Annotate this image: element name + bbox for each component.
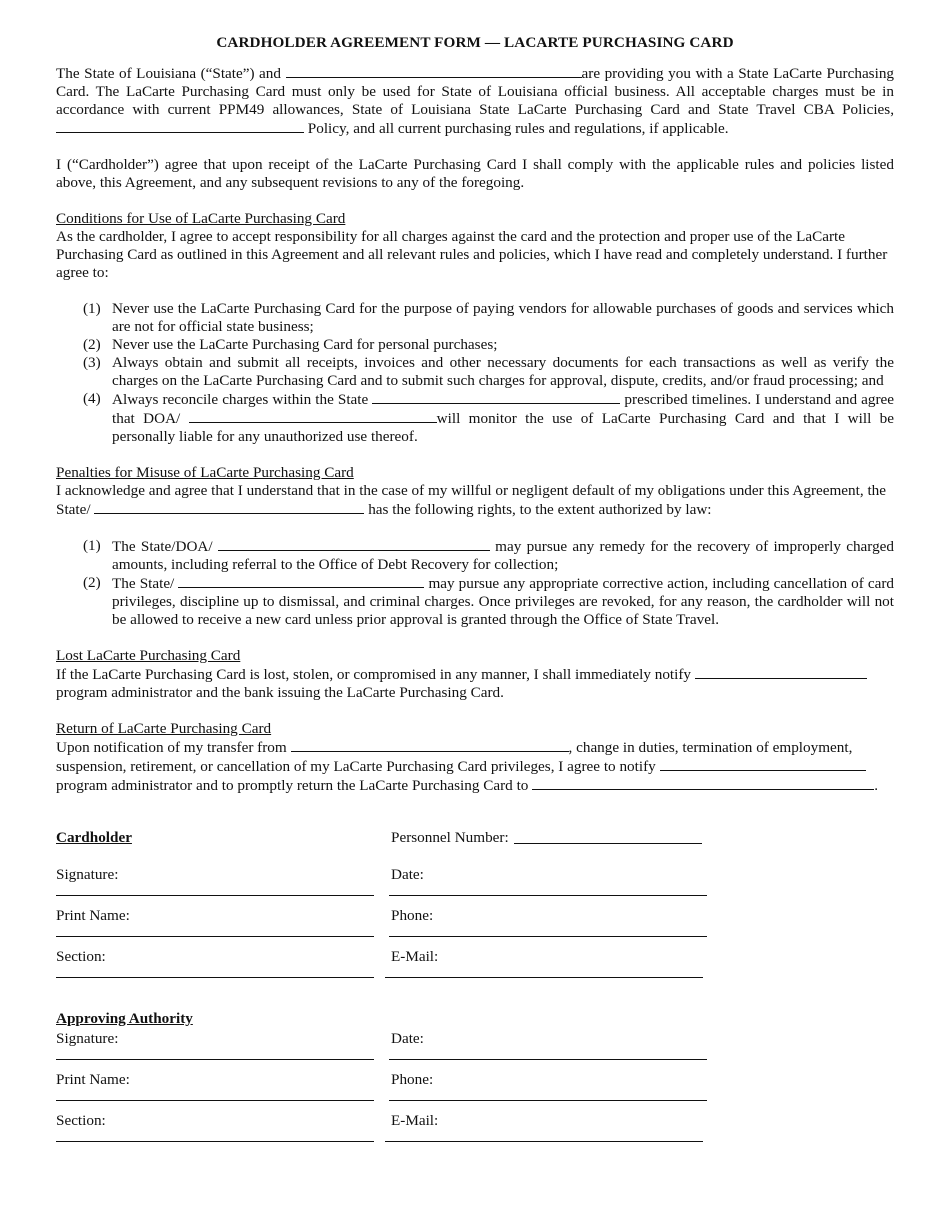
list-item: [56, 336, 894, 354]
agency-notify-blank[interactable]: [660, 757, 866, 771]
lost-card-heading: Lost LaCarte Purchasing Card: [56, 647, 241, 664]
cardholder-print-name-label: Print Name:: [56, 907, 130, 924]
approver-print-name-field[interactable]: [56, 1100, 374, 1101]
list-item: [56, 354, 894, 390]
cardholder-date-field[interactable]: [389, 895, 707, 896]
penalties-list: [56, 537, 894, 629]
lost-card-text: If the LaCarte Purchasing Card is lost, stolen, or compromised in any manner, I shall immediately notify: [56, 666, 692, 683]
form-title: CARDHOLDER AGREEMENT FORM — LACARTE PURCHASING CARD: [216, 34, 734, 51]
transfer-agency-blank[interactable]: [291, 738, 569, 752]
cardholder-heading: Cardholder: [56, 829, 132, 846]
return-card-text: Upon notification of my transfer from: [56, 739, 287, 756]
list-item-text: The State/DOA/: [112, 538, 213, 555]
doa-agency-blank[interactable]: [218, 537, 490, 551]
cardholder-section-label: Section:: [56, 948, 106, 965]
return-card-text: .: [874, 777, 878, 794]
lost-card-section: [56, 647, 894, 702]
cardholder-signature-label: Signature:: [56, 866, 119, 883]
conditions-heading: Conditions for Use of LaCarte Purchasing Card: [56, 210, 346, 227]
approver-phone-field[interactable]: [389, 1100, 707, 1101]
return-card-body: [56, 738, 894, 795]
approver-section-label: Section:: [56, 1112, 106, 1129]
approver-signature-field[interactable]: [56, 1059, 374, 1060]
approver-email-label: E-Mail:: [391, 1112, 439, 1129]
approving-authority-heading: Approving Authority: [56, 1010, 193, 1027]
list-item-number: (4): [83, 390, 101, 407]
return-to-blank[interactable]: [532, 776, 874, 790]
cardholder-section-field[interactable]: [56, 977, 374, 978]
return-card-section: [56, 720, 894, 795]
list-item-number: (1): [83, 537, 101, 554]
list-item-number: (2): [83, 336, 101, 353]
return-card-text: , change in duties, termination of employment, suspension, retirement, or cancellation of my LaCarte Purchasing Card privileges, I agree to notify: [56, 739, 853, 775]
agency-name-blank[interactable]: [286, 64, 582, 78]
list-item: [56, 537, 894, 574]
list-item: [56, 300, 894, 336]
list-item-text: Never use the LaCarte Purchasing Card for personal purchases;: [112, 336, 498, 353]
penalties-body: [56, 482, 894, 519]
list-item-text: will monitor the use of LaCarte Purchasing Card and that I will be personally liable for any unauthorized use thereof.: [112, 410, 895, 445]
intro-paragraph: [56, 64, 894, 138]
cardholder-email-label: E-Mail:: [391, 948, 439, 965]
conditions-list: [56, 300, 894, 446]
approver-email-field[interactable]: [385, 1141, 703, 1142]
approver-signature-label: Signature:: [56, 1030, 119, 1047]
state-agency-blank[interactable]: [94, 500, 364, 514]
lost-card-text: program administrator and the bank issuing the LaCarte Purchasing Card.: [56, 684, 504, 701]
list-item-text: The State/: [112, 575, 175, 592]
signature-area: [56, 829, 894, 1219]
state-agency-blank[interactable]: [372, 390, 620, 404]
intro-text-1: The State of Louisiana (“State”) and: [56, 65, 281, 82]
approver-section-field[interactable]: [56, 1141, 374, 1142]
penalties-heading: Penalties for Misuse of LaCarte Purchasing Card: [56, 464, 354, 481]
agency-policy-blank[interactable]: [56, 119, 304, 133]
cardholder-phone-field[interactable]: [389, 936, 707, 937]
penalties-text: has the following rights, to the extent authorized by law:: [368, 501, 712, 518]
cardholder-date-label: Date:: [391, 866, 424, 883]
penalties-text: I acknowledge and agree that I understand that in the case of my willful or negligent default of my obligations under this Agreement, the State/: [56, 482, 887, 518]
approver-print-name-label: Print Name:: [56, 1071, 130, 1088]
intro-text-2: are providing you with a State LaCarte Purchasing Card. The LaCarte Purchasing Card must only be used for State of Louisiana official business. All acceptable charges must be in accordance with current PPM49 allowances, State of Louisiana State LaCarte Purchasing Card and State Travel CBA Policies,: [56, 65, 895, 118]
return-card-text: program administrator and to promptly return the LaCarte Purchasing Card to: [56, 777, 529, 794]
cardholder-agreement-paragraph: I (“Cardholder”) agree that upon receipt of the LaCarte Purchasing Card I shall comply with the applicable rules and policies listed above, this Agreement, and any subsequent revisions to any of the foregoing.: [56, 156, 894, 191]
list-item-text: Always obtain and submit all receipts, invoices and other necessary documents for each transactions as well as verify the charges on the LaCarte Purchasing Card and to submit such charges for approval, dispute, credits, and/or fraud processing; and: [112, 354, 894, 389]
approver-date-label: Date:: [391, 1030, 424, 1047]
list-item-text: Never use the LaCarte Purchasing Card for the purpose of paying vendors for allowable purchases of goods and services which are not for official state business;: [112, 300, 894, 335]
list-item-text: may pursue any remedy for the recovery of improperly charged amounts, including referral to the Office of Debt Recovery for collection;: [112, 538, 895, 573]
doa-agency-blank[interactable]: [189, 409, 437, 423]
state-agency-blank[interactable]: [178, 574, 424, 588]
list-item: [56, 390, 894, 446]
conditions-body: As the cardholder, I agree to accept responsibility for all charges against the card and the protection and proper use of the LaCarte Purchasing Card as outlined in this Agreement and all relevant rules and policies, which I have read and completely understand. I further agree to:: [56, 228, 888, 281]
cardholder-signature-field[interactable]: [56, 895, 374, 896]
list-item-number: (2): [83, 574, 101, 591]
penalties-section: [56, 464, 894, 629]
cardholder-phone-label: Phone:: [391, 907, 434, 924]
personnel-number-field[interactable]: [514, 843, 702, 844]
return-card-heading: Return of LaCarte Purchasing Card: [56, 720, 272, 737]
approver-phone-label: Phone:: [391, 1071, 434, 1088]
lost-card-body: [56, 665, 894, 702]
agency-notify-blank[interactable]: [695, 665, 867, 679]
list-item-number: (1): [83, 300, 101, 317]
intro-text-3: Policy, and all current purchasing rules and regulations, if applicable.: [307, 120, 729, 137]
list-item-text: may pursue any appropriate corrective action, including cancellation of card privileges, discipline up to dismissal, and criminal charges. Once privileges are revoked, for any reason, the cardholder will not be allowed to receive a new card unless prior approval is granted through the Office of State Travel.: [112, 575, 894, 628]
conditions-section: [56, 210, 894, 446]
list-item-text: Always reconcile charges within the State: [112, 391, 369, 408]
approver-date-field[interactable]: [389, 1059, 707, 1060]
list-item-text: prescribed timelines. I understand and agree that DOA/: [112, 391, 895, 427]
list-item: [56, 574, 894, 629]
cardholder-email-field[interactable]: [385, 977, 703, 978]
cardholder-print-name-field[interactable]: [56, 936, 374, 937]
list-item-number: (3): [83, 354, 101, 371]
personnel-number-label: Personnel Number:: [391, 829, 509, 846]
